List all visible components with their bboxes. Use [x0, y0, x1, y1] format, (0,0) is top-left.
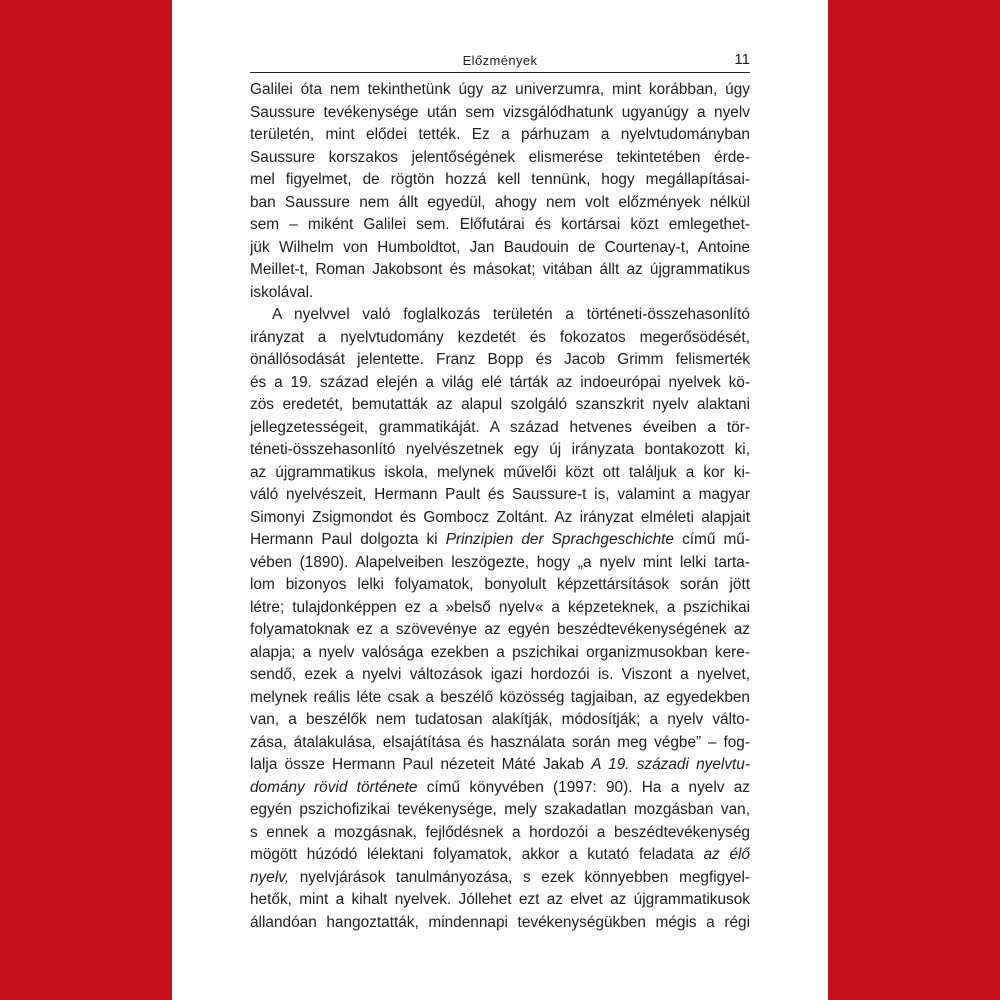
- text-segment: című mű-: [674, 531, 750, 548]
- text-line: [250, 754, 750, 777]
- text-line: irányzat a nyelvtudomány kezdetét és fokozatos megerősödését,: [250, 328, 750, 346]
- text-line: jellegzetességeit, grammatikáját. A század hetvenes éveiben a tör-: [250, 418, 750, 436]
- text-line: ban Saussure nem állt egyedül, ahogy nem volt előzmények nélkül: [250, 193, 750, 211]
- text-line: Simonyi Zsigmondot és Gombocz Zoltánt. Az irányzat elméleti alapjait: [250, 508, 750, 526]
- text-line: Galilei óta nem tekinthetünk úgy az univerzumra, mint korábban, úgy: [250, 81, 750, 98]
- text-line: [250, 867, 750, 890]
- text-segment: lalja össze Hermann Paul nézeteit Máté Jakab: [250, 756, 592, 773]
- text-line: sendő, ezek a nyelvi változások igazi hordozói is. Viszont a nyelvet,: [250, 666, 750, 683]
- text-line: egyén pszichofizikai tevékenysége, mely szakadatlan mozgásban van,: [250, 801, 750, 818]
- text-line: [250, 777, 750, 800]
- text-line: [250, 529, 750, 552]
- text-line: téneti-összehasonlító nyelvészetnek egy új irányzata bontakozott ki,: [250, 441, 750, 458]
- text-line: vében (1890). Alapelveiben leszögezte, hogy „a nyelv mint lelki tarta-: [250, 553, 750, 571]
- text-line: lom bizonyos lelki folyamatok, bonyolult képzettársítások során jött: [250, 576, 750, 593]
- book-page: [172, 0, 828, 1000]
- text-line: s ennek a mozgásnak, fejlődésnek a hordozói a beszédtevékenység: [250, 823, 750, 841]
- text-line: sem – miként Galilei sem. Előfutárai és kortársai közt emlegethet-: [250, 216, 750, 233]
- text-segment: nyelvjárások tanulmányozása, s ezek könnyebben megfigyel-: [289, 868, 750, 886]
- emphasis: nyelv,: [250, 868, 290, 886]
- page-number: 11: [734, 51, 750, 68]
- text-line: alapja; a nyelv valósága ezekben a pszichikai organizmusokban kere-: [250, 643, 750, 661]
- text-line: önállósodását jelentette. Franz Bopp és Jacob Grimm felismerték: [250, 351, 750, 368]
- text-line: létre; tulajdonképpen ez a »belső nyelv« a képzeteknek, a pszichikai: [250, 598, 750, 616]
- text-line: [250, 844, 750, 867]
- text-line: mel figyelmet, de rögtön hozzá kell tennünk, hogy megállapításai-: [250, 171, 750, 188]
- text-line: váló nyelvészeit, Hermann Pault és Saussure-t is, valamint a magyar: [250, 486, 750, 503]
- text-line: az újgrammatikus iskola, melynek művelői közt ott találjuk a kor ki-: [250, 463, 750, 481]
- text-line: és a 19. század elején a világ elé tárták az indoeurópai nyelvek kö-: [250, 373, 750, 391]
- text-line: van, a beszélők nem tudatosan alakítják, módosítják; a nyelv válto-: [250, 711, 750, 728]
- text-line: zása, átalakulása, elsajátítása és használata során meg végbe” – fog-: [250, 733, 750, 751]
- chapter-title: Előzmények: [462, 53, 538, 68]
- text-line: iskolával.: [250, 283, 314, 301]
- book-title: domány rövid története: [250, 778, 418, 796]
- text-line: A nyelvvel való foglalkozás területén a történeti-összehasonlító: [272, 306, 750, 323]
- text-segment: mögött húzódó lélektani folyamatok, akkor a kutató feladata: [250, 846, 704, 863]
- text-line: területén, mint elődei tették. Ez a párhuzam a nyelvtudományban: [250, 126, 750, 143]
- text-line: állandóan hangoztatták, mindennapi tevékenységükben mégis a régi: [250, 913, 750, 931]
- emphasis: az élő: [703, 846, 750, 863]
- text-line: melynek reális léte csak a beszélő közösség tagjaiban, az egyedekben: [250, 688, 750, 706]
- text-line: jük Wilhelm von Humboldtot, Jan Baudouin de Courtenay-t, Antoine: [250, 238, 750, 256]
- text-line: hetők, mint a kihalt nyelvek. Jóllehet ezt az elvet az újgrammatikusok: [250, 891, 750, 908]
- text-line: zös eredetét, bemutatták az alapul szolgáló szanszkrit nyelv alaktani: [250, 396, 750, 413]
- text-segment: című könyvében (1997: 90). Ha a nyelv az: [417, 778, 750, 796]
- text-line: folyamatoknak ez a szövevénye az egyén beszédtevékenységének az: [250, 621, 750, 638]
- book-title: A 19. századi nyelvtu-: [591, 756, 750, 773]
- text-line: Saussure korszakos jelentőségének elismerése tekintetében érde-: [250, 148, 750, 166]
- book-title: Prinzipien der Sprachgeschichte: [445, 531, 674, 548]
- body-text: [250, 79, 750, 934]
- text-segment: Hermann Paul dolgozta ki: [250, 531, 446, 548]
- text-line: Meillet-t, Roman Jakobsont és másokat; vitában állt az újgrammatikus: [250, 261, 750, 278]
- text-line: Saussure tevékenysége után sem vizsgálódhatunk ugyanúgy a nyelv: [250, 103, 750, 121]
- running-header: [250, 50, 750, 73]
